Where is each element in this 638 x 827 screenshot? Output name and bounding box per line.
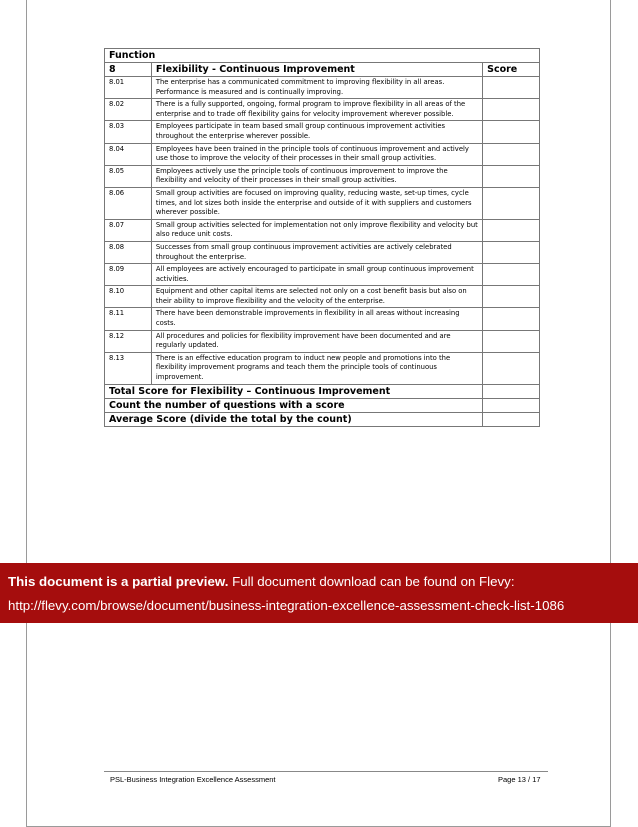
partial-preview-banner bbox=[0, 563, 638, 623]
question-text: Small group activities are focused on improving quality, reducing waste, set-up times, cycle times, and lot sizes both inside the enterprise and outside of it with suppliers and customers wherever possible. bbox=[151, 187, 482, 219]
question-text: Employees actively use the principle tools of continuous improvement to improve the flexibility and velocity of their processes in their small group activities. bbox=[151, 165, 482, 187]
question-row bbox=[105, 77, 540, 99]
function-label: Function bbox=[105, 49, 540, 63]
question-row bbox=[105, 99, 540, 121]
question-number: 8.09 bbox=[105, 264, 152, 286]
question-score-cell[interactable] bbox=[483, 219, 540, 241]
question-row bbox=[105, 286, 540, 308]
question-row bbox=[105, 352, 540, 384]
preview-bold-text: This document is a partial preview. bbox=[8, 574, 229, 589]
function-header-row bbox=[105, 49, 540, 63]
average-score-cell[interactable] bbox=[483, 412, 540, 426]
question-score-cell[interactable] bbox=[483, 241, 540, 263]
question-number: 8.03 bbox=[105, 121, 152, 143]
question-score-cell[interactable] bbox=[483, 352, 540, 384]
question-text: Employees participate in team based small group continuous improvement activities throughout the enterprise wherever possible. bbox=[151, 121, 482, 143]
question-text: The enterprise has a communicated commitment to improving flexibility in all areas. Performance is measured and is continually improving. bbox=[151, 77, 482, 99]
average-row bbox=[105, 412, 540, 426]
question-number: 8.07 bbox=[105, 219, 152, 241]
assessment-table bbox=[104, 48, 540, 427]
question-score-cell[interactable] bbox=[483, 286, 540, 308]
question-score-cell[interactable] bbox=[483, 264, 540, 286]
section-header-row bbox=[105, 63, 540, 77]
footer-divider bbox=[104, 771, 548, 772]
question-text: There is a fully supported, ongoing, formal program to improve flexibility in all areas of the enterprise and to trade off flexibility gains for velocity improvement wherever possible. bbox=[151, 99, 482, 121]
question-number: 8.05 bbox=[105, 165, 152, 187]
question-row bbox=[105, 165, 540, 187]
question-row bbox=[105, 308, 540, 330]
footer-document-title: PSL-Business Integration Excellence Assessment bbox=[110, 775, 276, 784]
count-label: Count the number of questions with a score bbox=[105, 398, 483, 412]
footer-page-number: Page 13 / 17 bbox=[498, 775, 541, 784]
preview-download-link[interactable]: http://flevy.com/browse/document/business-integration-excellence-assessment-check-list-1086 bbox=[8, 598, 565, 613]
question-number: 8.11 bbox=[105, 308, 152, 330]
section-title: Flexibility - Continuous Improvement bbox=[151, 63, 482, 77]
preview-notice bbox=[8, 574, 515, 589]
question-score-cell[interactable] bbox=[483, 99, 540, 121]
question-row bbox=[105, 264, 540, 286]
total-label: Total Score for Flexibility – Continuous Improvement bbox=[105, 384, 483, 398]
question-score-cell[interactable] bbox=[483, 330, 540, 352]
question-text: Small group activities selected for implementation not only improve flexibility and velocity but also reduce unit costs. bbox=[151, 219, 482, 241]
total-row bbox=[105, 384, 540, 398]
question-row bbox=[105, 241, 540, 263]
question-row bbox=[105, 330, 540, 352]
question-number: 8.06 bbox=[105, 187, 152, 219]
question-rows bbox=[105, 77, 540, 385]
question-text: Equipment and other capital items are selected not only on a cost benefit basis but also on their ability to improve flexibility and the velocity of the enterprise. bbox=[151, 286, 482, 308]
question-number: 8.12 bbox=[105, 330, 152, 352]
question-number: 8.08 bbox=[105, 241, 152, 263]
question-text: There is an effective education program to induct new people and promotions into the flexibility improvement programs and teach them the principle tools of continuous improvement. bbox=[151, 352, 482, 384]
question-score-cell[interactable] bbox=[483, 77, 540, 99]
preview-rest-text: Full document download can be found on Flevy: bbox=[228, 574, 515, 589]
question-score-cell[interactable] bbox=[483, 187, 540, 219]
question-text: Employees have been trained in the principle tools of continuous improvement and actively use those to improve the velocity of their processes in their small group activities. bbox=[151, 143, 482, 165]
question-number: 8.02 bbox=[105, 99, 152, 121]
question-row bbox=[105, 219, 540, 241]
question-row bbox=[105, 143, 540, 165]
question-text: There have been demonstrable improvements in flexibility in all areas without increasing costs. bbox=[151, 308, 482, 330]
question-number: 8.01 bbox=[105, 77, 152, 99]
question-text: All employees are actively encouraged to participate in small group continuous improvement activities. bbox=[151, 264, 482, 286]
question-number: 8.10 bbox=[105, 286, 152, 308]
count-row bbox=[105, 398, 540, 412]
average-label: Average Score (divide the total by the count) bbox=[105, 412, 483, 426]
question-score-cell[interactable] bbox=[483, 165, 540, 187]
question-text: Successes from small group continuous improvement activities are actively celebrated throughout the enterprise. bbox=[151, 241, 482, 263]
total-score-cell[interactable] bbox=[483, 384, 540, 398]
question-row bbox=[105, 187, 540, 219]
count-score-cell[interactable] bbox=[483, 398, 540, 412]
section-number: 8 bbox=[105, 63, 152, 77]
question-number: 8.13 bbox=[105, 352, 152, 384]
question-score-cell[interactable] bbox=[483, 121, 540, 143]
question-text: All procedures and policies for flexibility improvement have been documented and are regularly updated. bbox=[151, 330, 482, 352]
score-header: Score bbox=[483, 63, 540, 77]
question-score-cell[interactable] bbox=[483, 143, 540, 165]
question-number: 8.04 bbox=[105, 143, 152, 165]
question-row bbox=[105, 121, 540, 143]
question-score-cell[interactable] bbox=[483, 308, 540, 330]
